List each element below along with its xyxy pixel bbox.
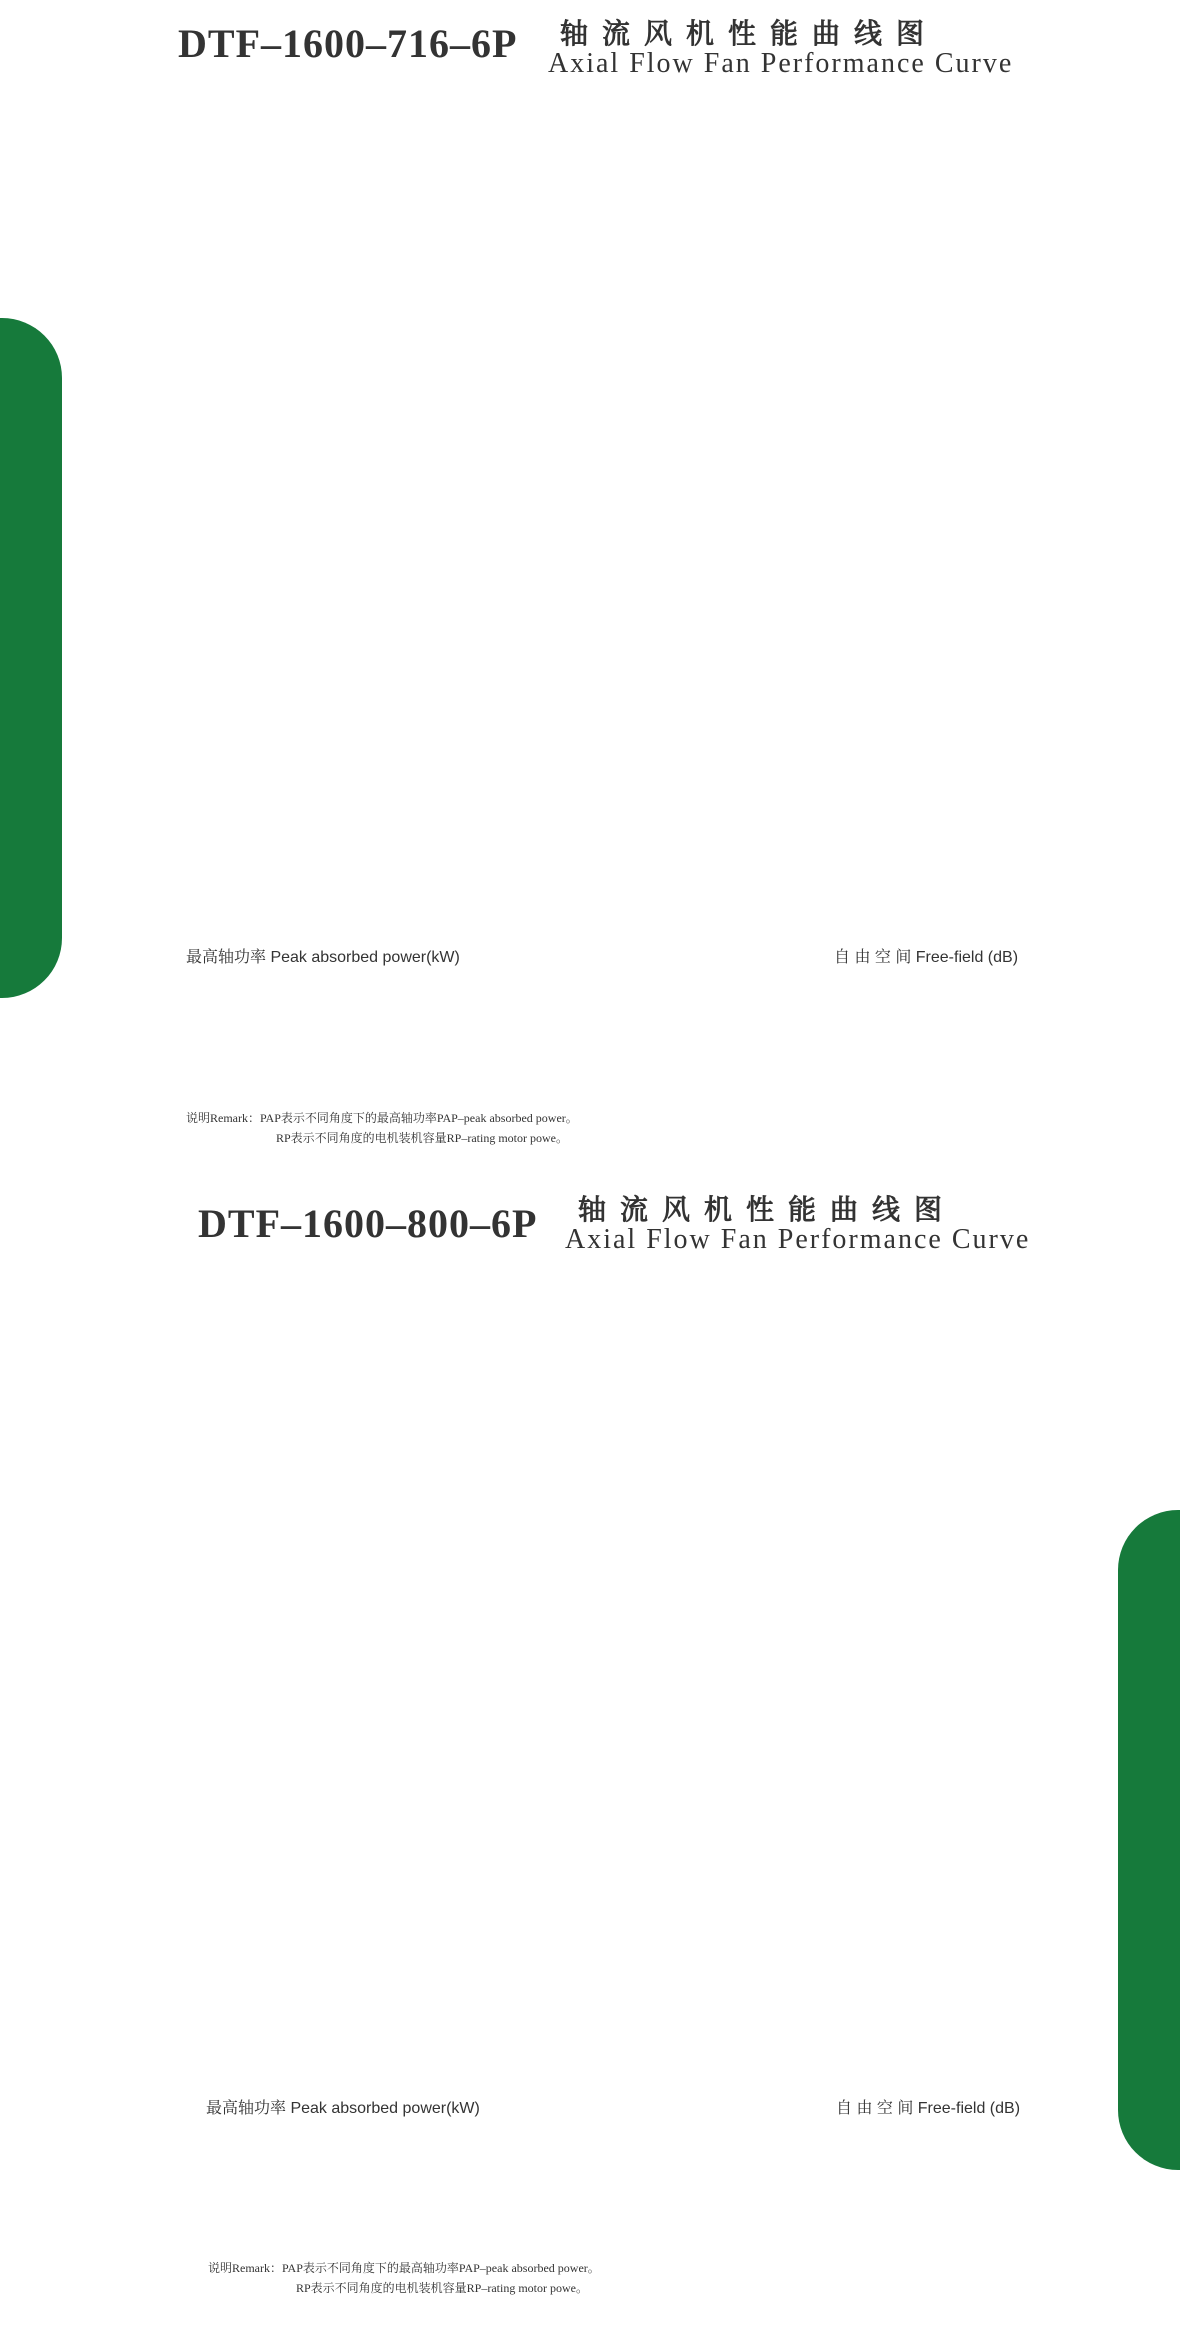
performance-chart-1	[0, 0, 1180, 930]
remark-2a: 说明Remark：PAP表示不同角度下的最高轴功率PAP–peak absorbed power。	[208, 2261, 600, 2275]
en-title-2: Axial Flow Fan Performance Curve	[565, 1224, 1031, 1255]
free-field-1: 自 由 空 间 Free-field (dB)	[834, 949, 1019, 966]
model-title-1: DTF–1600–716–6P	[178, 21, 518, 66]
remark-1a: 说明Remark：PAP表示不同角度下的最高轴功率PAP–peak absorbed power。	[186, 1111, 578, 1125]
performance-chart-2	[0, 1270, 1180, 2060]
cn-title-2: 轴流风机性能曲线图	[578, 1193, 957, 1226]
remark-1b: RP表示不同角度的电机装机容量RP–rating motor powe。	[276, 1131, 569, 1145]
table-title-1: 最高轴功率 Peak absorbed power(kW)	[186, 949, 460, 966]
free-field-2: 自 由 空 间 Free-field (dB)	[836, 2100, 1021, 2117]
table-title-2: 最高轴功率 Peak absorbed power(kW)	[206, 2100, 480, 2117]
en-title-1: Axial Flow Fan Performance Curve	[548, 48, 1014, 79]
model-title-2: DTF–1600–800–6P	[198, 1201, 538, 1246]
remark-2b: RP表示不同角度的电机装机容量RP–rating motor powe。	[296, 2281, 589, 2295]
cn-title-1: 轴流风机性能曲线图	[560, 17, 939, 50]
